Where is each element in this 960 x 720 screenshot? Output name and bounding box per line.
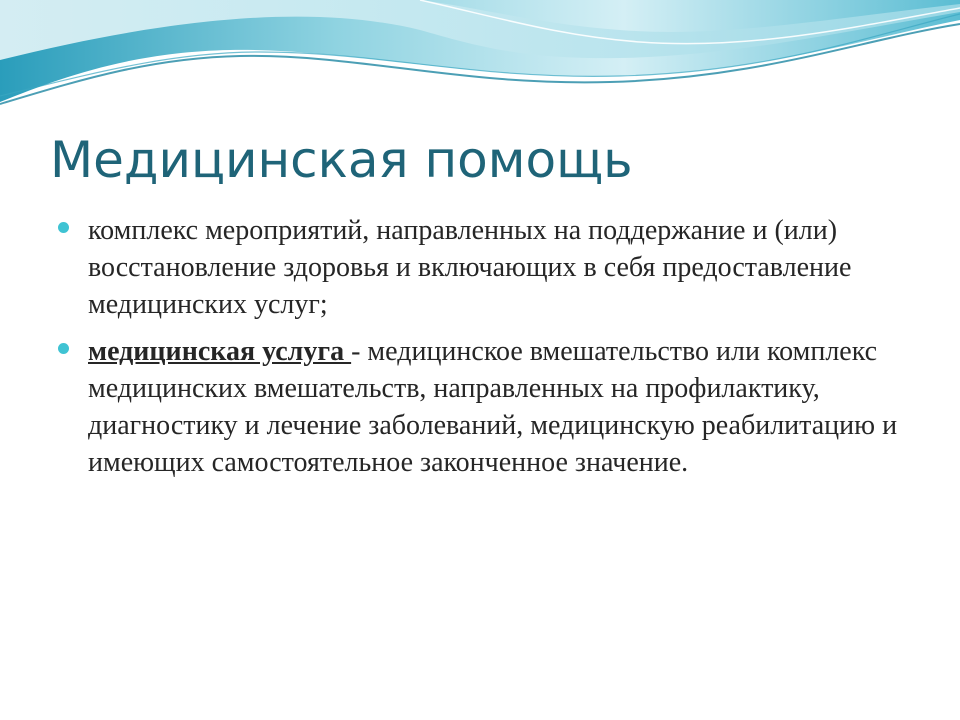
decorative-wave-header [0, 0, 960, 130]
bullet-icon [58, 343, 69, 354]
bullet-term: медицинская услуга [88, 336, 352, 367]
bullet-text: - медицинское вмешательство или комплекс медицинских вмешательств, направленных на профилактику, диагностику и лечение заболеваний, медицинскую реабилитацию и имеющих самостоятельное законченное значение. [88, 336, 898, 478]
slide-title: Медицинская помощь [50, 131, 633, 189]
bullet-text: комплекс мероприятий, направленных на поддержание и (или) восстановление здоровья и включающих в себя предоставление медицинских услуг; [88, 215, 852, 320]
bullet-item-medical-care [58, 212, 918, 323]
bullet-list [58, 212, 918, 491]
bullet-item-medical-service [58, 333, 918, 481]
bullet-icon [58, 222, 69, 233]
